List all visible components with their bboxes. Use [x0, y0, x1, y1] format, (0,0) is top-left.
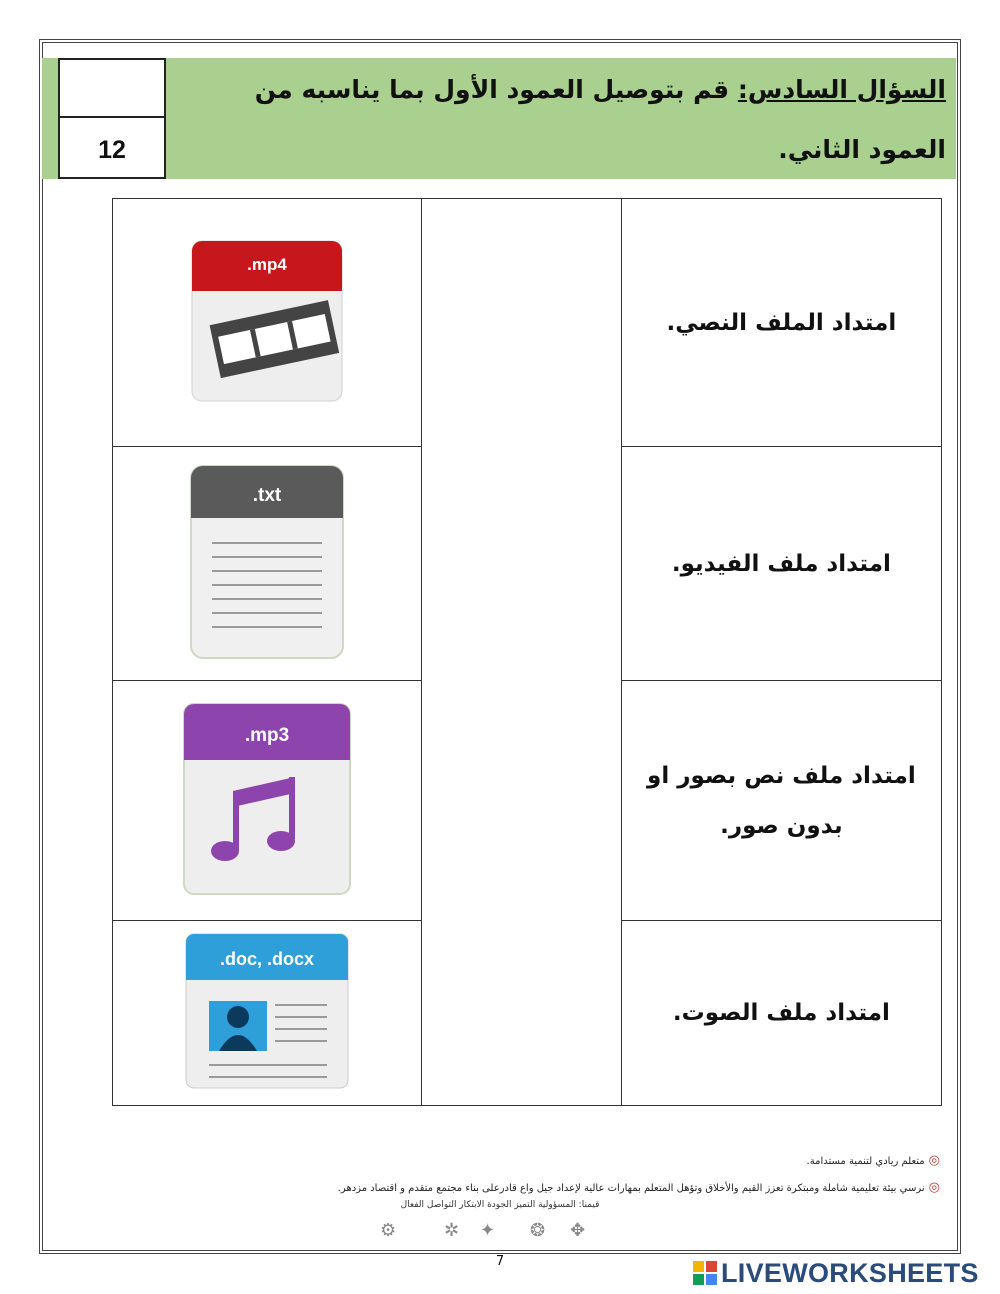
match-text: امتداد ملف نص بصور او بدون صور. — [621, 681, 941, 921]
responsibility-icon: ✥ — [570, 1220, 586, 1241]
target-icon: ◎ — [928, 1153, 940, 1168]
icon-label: .mp3 — [244, 724, 289, 746]
audio-file-icon — [181, 701, 353, 897]
liveworksheets-logo[interactable] — [693, 1258, 979, 1288]
table-row — [113, 199, 942, 447]
answer-column[interactable] — [421, 199, 621, 1106]
match-text: امتداد الملف النصي. — [621, 199, 941, 447]
document-file-icon — [183, 931, 351, 1091]
matching-table — [112, 198, 942, 1106]
icon-cell — [113, 681, 422, 921]
question-text — [210, 60, 946, 180]
brand-logo-icon — [693, 1261, 717, 1285]
values-text: قيمنا: المسؤولية التميز الجودة الابتكار التواصل الفعال — [400, 1200, 600, 1210]
excellence-icon: ❂ — [530, 1220, 546, 1241]
match-text: امتداد ملف الفيديو. — [621, 447, 941, 681]
values-icons — [380, 1220, 620, 1246]
text-file-icon — [188, 463, 346, 661]
video-file-icon — [189, 238, 345, 404]
quality-icon: ✦ — [480, 1220, 496, 1241]
icon-cell — [113, 921, 422, 1106]
icon-label: .doc, .docx — [219, 949, 314, 969]
footer-text — [200, 1148, 940, 1202]
match-text: امتداد ملف الصوت. — [621, 921, 941, 1106]
icon-cell — [113, 199, 422, 447]
vision-text: متعلم ريادي لتنمية مستدامة. — [806, 1156, 925, 1167]
communication-icon: ⚙ — [380, 1220, 397, 1241]
question-label: السؤال السادس: — [737, 75, 946, 104]
page-number: 7 — [495, 1254, 505, 1269]
question-body: قم بتوصيل العمود الأول بما يناسبه من العمود الثاني. — [254, 75, 946, 164]
icon-label: .txt — [252, 484, 281, 506]
icon-label: .mp4 — [246, 254, 287, 274]
mission-text: نرسي بيئة تعليمية شاملة ومبتكرة تعزز القيم والأخلاق وتؤهل المتعلم بمهارات عالية لإعداد جيل واع قادرعلى بناء مجتمع متقدم و اقتصاد مزدهر. — [337, 1183, 925, 1194]
brand-name: LIVEWORKSHEETS — [721, 1257, 979, 1288]
icon-cell — [113, 447, 422, 681]
score-box — [58, 58, 166, 179]
innovation-icon: ✲ — [444, 1220, 460, 1241]
target-icon: ◎ — [928, 1180, 940, 1195]
score-value: 12 — [98, 136, 126, 164]
